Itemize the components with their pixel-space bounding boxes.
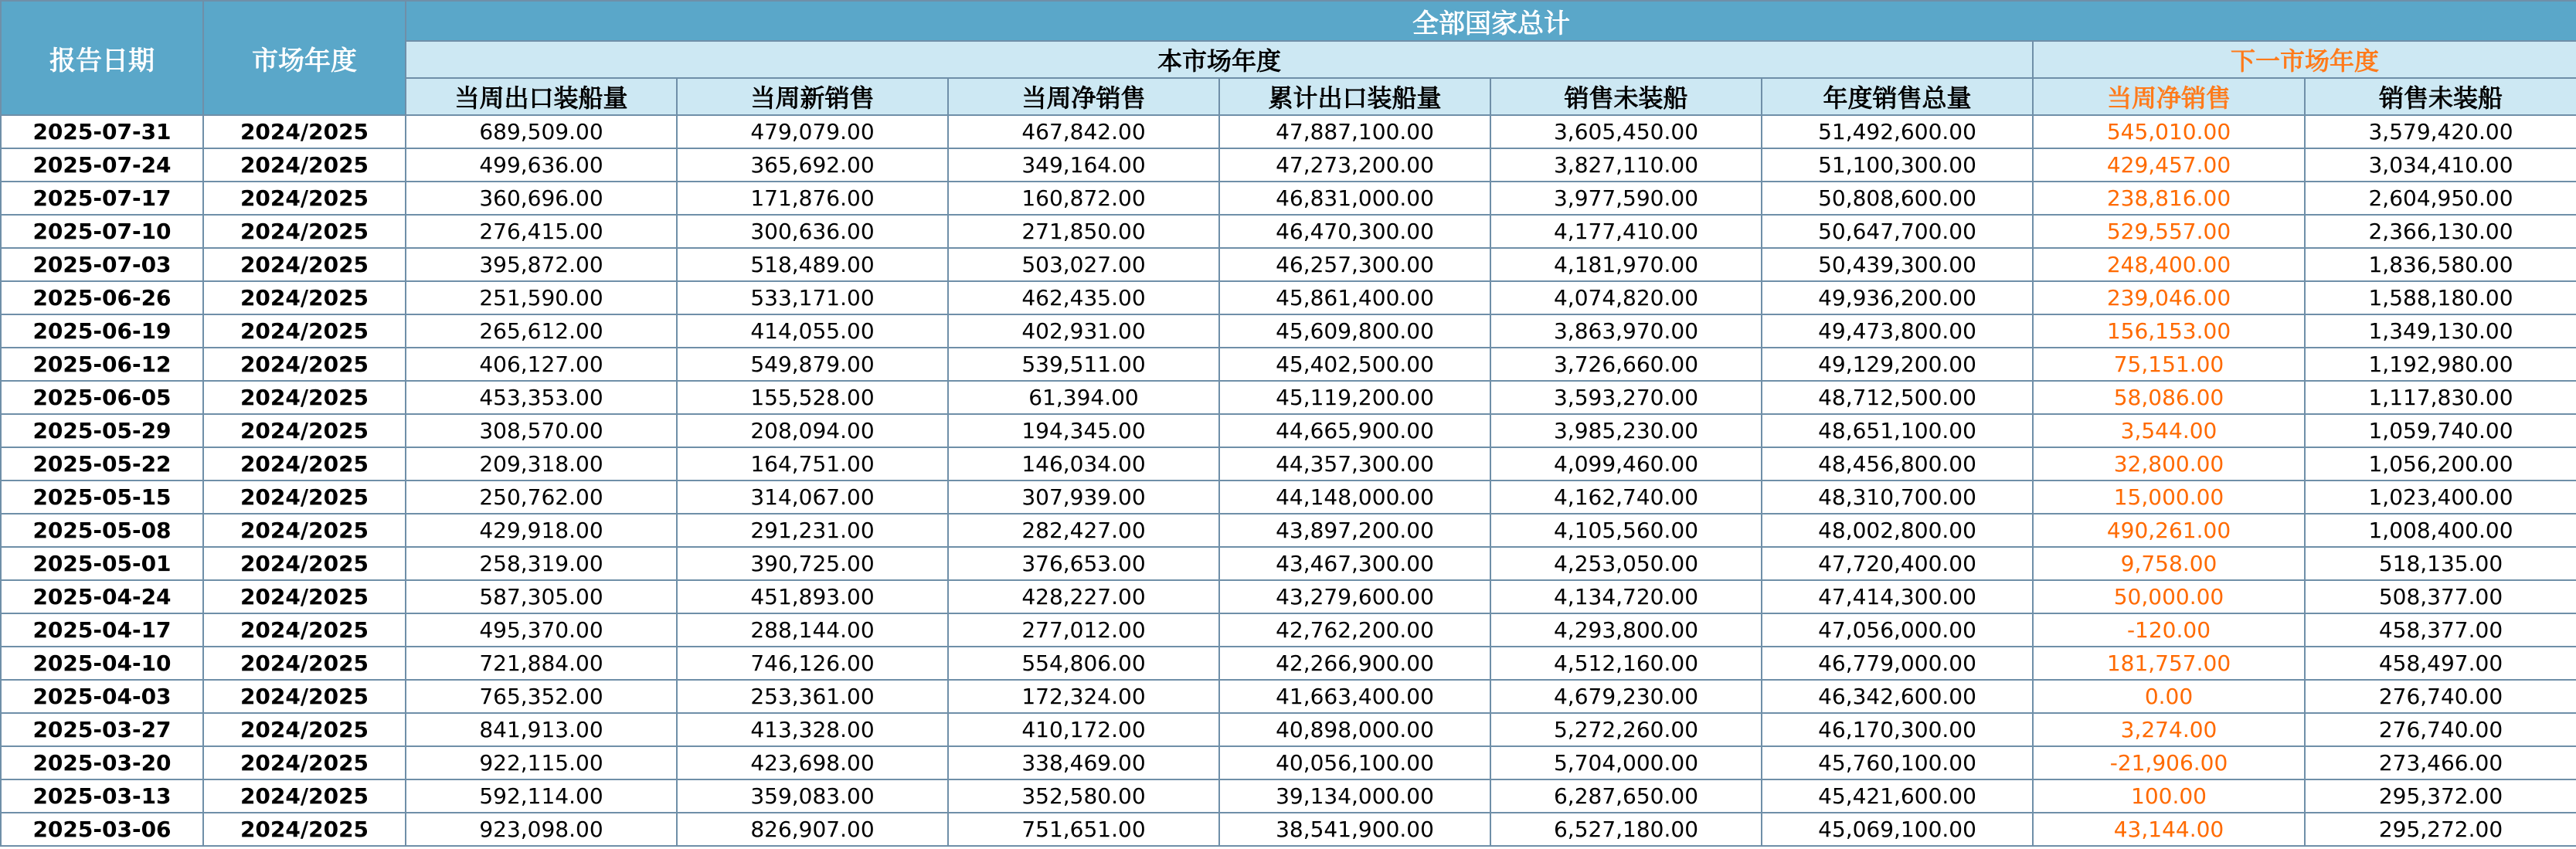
cell-weekly-exports[interactable]: 689,509.00	[406, 115, 677, 148]
table-row	[1, 414, 2576, 447]
cell-cumulative-exports[interactable]: 44,665,900.00	[1219, 414, 1490, 447]
cell-weekly-net-sales[interactable]: 160,872.00	[948, 182, 1219, 215]
cell-cumulative-exports[interactable]: 44,148,000.00	[1219, 481, 1490, 514]
cell-cumulative-exports[interactable]: 45,402,500.00	[1219, 348, 1490, 381]
cell-cumulative-exports[interactable]: 43,467,300.00	[1219, 547, 1490, 580]
cell-weekly-exports[interactable]: 587,305.00	[406, 580, 677, 613]
cell-next-weekly-net-sales[interactable]: 490,261.00	[2033, 514, 2305, 547]
cell-total-commitments[interactable]: 50,439,300.00	[1762, 248, 2033, 281]
cell-report-date[interactable]: 2025-05-08	[1, 514, 203, 547]
cell-next-weekly-net-sales[interactable]: 15,000.00	[2033, 481, 2305, 514]
cell-outstanding-sales[interactable]: 4,162,740.00	[1490, 481, 1762, 514]
cell-next-outstanding-sales[interactable]: 518,135.00	[2305, 547, 2576, 580]
cell-report-date[interactable]: 2025-06-19	[1, 314, 203, 348]
cell-market-year[interactable]: 2024/2025	[203, 148, 406, 182]
cell-market-year[interactable]: 2024/2025	[203, 813, 406, 846]
cell-outstanding-sales[interactable]: 4,105,560.00	[1490, 514, 1762, 547]
cell-outstanding-sales[interactable]: 4,177,410.00	[1490, 215, 1762, 248]
cell-total-commitments[interactable]: 49,473,800.00	[1762, 314, 2033, 348]
cell-next-outstanding-sales[interactable]: 1,117,830.00	[2305, 381, 2576, 414]
cell-weekly-new-sales[interactable]: 549,879.00	[677, 348, 948, 381]
table-row	[1, 248, 2576, 281]
table-row	[1, 813, 2576, 846]
cell-next-weekly-net-sales[interactable]: 3,544.00	[2033, 414, 2305, 447]
cell-report-date[interactable]: 2025-04-17	[1, 613, 203, 647]
cell-next-outstanding-sales[interactable]: 458,377.00	[2305, 613, 2576, 647]
header-cumulative-exports[interactable]: 累计出口装船量	[1219, 78, 1490, 115]
cell-report-date[interactable]: 2025-05-22	[1, 447, 203, 481]
cell-market-year[interactable]: 2024/2025	[203, 481, 406, 514]
header-report-date[interactable]: 报告日期	[1, 1, 203, 115]
cell-weekly-new-sales[interactable]: 365,692.00	[677, 148, 948, 182]
cell-next-outstanding-sales[interactable]: 1,349,130.00	[2305, 314, 2576, 348]
cell-weekly-net-sales[interactable]: 349,164.00	[948, 148, 1219, 182]
cell-outstanding-sales[interactable]: 3,977,590.00	[1490, 182, 1762, 215]
cell-weekly-net-sales[interactable]: 376,653.00	[948, 547, 1219, 580]
header-weekly-new-sales[interactable]: 当周新销售	[677, 78, 948, 115]
cell-weekly-exports[interactable]: 209,318.00	[406, 447, 677, 481]
cell-outstanding-sales[interactable]: 4,512,160.00	[1490, 647, 1762, 680]
header-next-market-year[interactable]: 下一市场年度	[2033, 41, 2576, 78]
cell-weekly-exports[interactable]: 265,612.00	[406, 314, 677, 348]
cell-next-outstanding-sales[interactable]: 1,588,180.00	[2305, 281, 2576, 314]
cell-total-commitments[interactable]: 49,129,200.00	[1762, 348, 2033, 381]
header-next-outstanding-sales[interactable]: 销售未装船	[2305, 78, 2576, 115]
cell-next-weekly-net-sales[interactable]: 100.00	[2033, 779, 2305, 813]
cell-weekly-exports[interactable]: 495,370.00	[406, 613, 677, 647]
cell-report-date[interactable]: 2025-05-29	[1, 414, 203, 447]
cell-outstanding-sales[interactable]: 4,074,820.00	[1490, 281, 1762, 314]
cell-cumulative-exports[interactable]: 38,541,900.00	[1219, 813, 1490, 846]
cell-weekly-exports[interactable]: 360,696.00	[406, 182, 677, 215]
cell-total-commitments[interactable]: 51,492,600.00	[1762, 115, 2033, 148]
cell-market-year[interactable]: 2024/2025	[203, 281, 406, 314]
cell-total-commitments[interactable]: 46,170,300.00	[1762, 713, 2033, 746]
cell-weekly-new-sales[interactable]: 171,876.00	[677, 182, 948, 215]
cell-cumulative-exports[interactable]: 46,257,300.00	[1219, 248, 1490, 281]
cell-weekly-new-sales[interactable]: 359,083.00	[677, 779, 948, 813]
table-row	[1, 115, 2576, 148]
cell-total-commitments[interactable]: 46,779,000.00	[1762, 647, 2033, 680]
table-row	[1, 148, 2576, 182]
cell-weekly-net-sales[interactable]: 539,511.00	[948, 348, 1219, 381]
cell-outstanding-sales[interactable]: 6,287,650.00	[1490, 779, 1762, 813]
cell-report-date[interactable]: 2025-07-31	[1, 115, 203, 148]
cell-outstanding-sales[interactable]: 4,181,970.00	[1490, 248, 1762, 281]
cell-weekly-exports[interactable]: 250,762.00	[406, 481, 677, 514]
cell-weekly-new-sales[interactable]: 826,907.00	[677, 813, 948, 846]
cell-outstanding-sales[interactable]: 3,605,450.00	[1490, 115, 1762, 148]
cell-weekly-new-sales[interactable]: 479,079.00	[677, 115, 948, 148]
cell-market-year[interactable]: 2024/2025	[203, 414, 406, 447]
table-row	[1, 447, 2576, 481]
table-row	[1, 348, 2576, 381]
cell-next-weekly-net-sales[interactable]: 0.00	[2033, 680, 2305, 713]
cell-next-weekly-net-sales[interactable]: 238,816.00	[2033, 182, 2305, 215]
cell-weekly-new-sales[interactable]: 208,094.00	[677, 414, 948, 447]
cell-weekly-exports[interactable]: 922,115.00	[406, 746, 677, 779]
cell-cumulative-exports[interactable]: 46,470,300.00	[1219, 215, 1490, 248]
cell-cumulative-exports[interactable]: 39,134,000.00	[1219, 779, 1490, 813]
cell-outstanding-sales[interactable]: 5,704,000.00	[1490, 746, 1762, 779]
cell-total-commitments[interactable]: 45,421,600.00	[1762, 779, 2033, 813]
table-row	[1, 647, 2576, 680]
cell-report-date[interactable]: 2025-03-27	[1, 713, 203, 746]
cell-weekly-new-sales[interactable]: 253,361.00	[677, 680, 948, 713]
cell-cumulative-exports[interactable]: 45,861,400.00	[1219, 281, 1490, 314]
cell-weekly-exports[interactable]: 841,913.00	[406, 713, 677, 746]
cell-outstanding-sales[interactable]: 4,253,050.00	[1490, 547, 1762, 580]
cell-weekly-net-sales[interactable]: 61,394.00	[948, 381, 1219, 414]
cell-cumulative-exports[interactable]: 41,663,400.00	[1219, 680, 1490, 713]
cell-outstanding-sales[interactable]: 3,827,110.00	[1490, 148, 1762, 182]
cell-total-commitments[interactable]: 45,069,100.00	[1762, 813, 2033, 846]
cell-next-weekly-net-sales[interactable]: 156,153.00	[2033, 314, 2305, 348]
table-row	[1, 281, 2576, 314]
cell-market-year[interactable]: 2024/2025	[203, 381, 406, 414]
cell-market-year[interactable]: 2024/2025	[203, 647, 406, 680]
cell-next-outstanding-sales[interactable]: 1,008,400.00	[2305, 514, 2576, 547]
cell-weekly-net-sales[interactable]: 307,939.00	[948, 481, 1219, 514]
cell-total-commitments[interactable]: 48,712,500.00	[1762, 381, 2033, 414]
cell-market-year[interactable]: 2024/2025	[203, 746, 406, 779]
cell-market-year[interactable]: 2024/2025	[203, 115, 406, 148]
cell-report-date[interactable]: 2025-03-13	[1, 779, 203, 813]
cell-weekly-exports[interactable]: 251,590.00	[406, 281, 677, 314]
cell-next-outstanding-sales[interactable]: 2,366,130.00	[2305, 215, 2576, 248]
cell-market-year[interactable]: 2024/2025	[203, 182, 406, 215]
cell-next-weekly-net-sales[interactable]: 429,457.00	[2033, 148, 2305, 182]
table-row	[1, 381, 2576, 414]
cell-next-outstanding-sales[interactable]: 276,740.00	[2305, 680, 2576, 713]
cell-next-outstanding-sales[interactable]: 1,023,400.00	[2305, 481, 2576, 514]
cell-weekly-exports[interactable]: 499,636.00	[406, 148, 677, 182]
table-row	[1, 713, 2576, 746]
cell-total-commitments[interactable]: 50,647,700.00	[1762, 215, 2033, 248]
cell-weekly-net-sales[interactable]: 462,435.00	[948, 281, 1219, 314]
cell-next-outstanding-sales[interactable]: 2,604,950.00	[2305, 182, 2576, 215]
cell-total-commitments[interactable]: 48,310,700.00	[1762, 481, 2033, 514]
cell-next-outstanding-sales[interactable]: 3,034,410.00	[2305, 148, 2576, 182]
cell-report-date[interactable]: 2025-06-12	[1, 348, 203, 381]
cell-weekly-net-sales[interactable]: 282,427.00	[948, 514, 1219, 547]
cell-next-weekly-net-sales[interactable]: 529,557.00	[2033, 215, 2305, 248]
cell-weekly-new-sales[interactable]: 300,636.00	[677, 215, 948, 248]
cell-weekly-exports[interactable]: 923,098.00	[406, 813, 677, 846]
cell-weekly-new-sales[interactable]: 291,231.00	[677, 514, 948, 547]
header-outstanding-sales[interactable]: 销售未装船	[1490, 78, 1762, 115]
table-row	[1, 314, 2576, 348]
cell-report-date[interactable]: 2025-07-03	[1, 248, 203, 281]
cell-report-date[interactable]: 2025-06-26	[1, 281, 203, 314]
header-all-countries-total[interactable]: 全部国家总计	[406, 1, 2576, 41]
cell-cumulative-exports[interactable]: 43,279,600.00	[1219, 580, 1490, 613]
cell-cumulative-exports[interactable]: 45,609,800.00	[1219, 314, 1490, 348]
cell-market-year[interactable]: 2024/2025	[203, 547, 406, 580]
cell-total-commitments[interactable]: 47,056,000.00	[1762, 613, 2033, 647]
cell-next-weekly-net-sales[interactable]: -21,906.00	[2033, 746, 2305, 779]
cell-weekly-net-sales[interactable]: 402,931.00	[948, 314, 1219, 348]
header-market-year[interactable]: 市场年度	[203, 1, 406, 115]
cell-total-commitments[interactable]: 45,760,100.00	[1762, 746, 2033, 779]
header-current-market-year[interactable]: 本市场年度	[406, 41, 2033, 78]
cell-report-date[interactable]: 2025-07-17	[1, 182, 203, 215]
cell-cumulative-exports[interactable]: 44,357,300.00	[1219, 447, 1490, 481]
cell-weekly-net-sales[interactable]: 751,651.00	[948, 813, 1219, 846]
cell-report-date[interactable]: 2025-03-06	[1, 813, 203, 846]
cell-next-outstanding-sales[interactable]: 1,056,200.00	[2305, 447, 2576, 481]
cell-weekly-new-sales[interactable]: 414,055.00	[677, 314, 948, 348]
cell-next-weekly-net-sales[interactable]: 9,758.00	[2033, 547, 2305, 580]
cell-report-date[interactable]: 2025-06-05	[1, 381, 203, 414]
cell-outstanding-sales[interactable]: 5,272,260.00	[1490, 713, 1762, 746]
cell-next-weekly-net-sales[interactable]: 32,800.00	[2033, 447, 2305, 481]
cell-weekly-new-sales[interactable]: 533,171.00	[677, 281, 948, 314]
cell-next-outstanding-sales[interactable]: 295,272.00	[2305, 813, 2576, 846]
cell-total-commitments[interactable]: 50,808,600.00	[1762, 182, 2033, 215]
cell-weekly-net-sales[interactable]: 467,842.00	[948, 115, 1219, 148]
cell-market-year[interactable]: 2024/2025	[203, 215, 406, 248]
cell-total-commitments[interactable]: 46,342,600.00	[1762, 680, 2033, 713]
cell-market-year[interactable]: 2024/2025	[203, 314, 406, 348]
cell-next-outstanding-sales[interactable]: 295,372.00	[2305, 779, 2576, 813]
cell-market-year[interactable]: 2024/2025	[203, 580, 406, 613]
table-row	[1, 779, 2576, 813]
cell-next-outstanding-sales[interactable]: 3,579,420.00	[2305, 115, 2576, 148]
cell-next-weekly-net-sales[interactable]: 50,000.00	[2033, 580, 2305, 613]
cell-weekly-exports[interactable]: 276,415.00	[406, 215, 677, 248]
table-body	[1, 115, 2576, 846]
cell-cumulative-exports[interactable]: 42,762,200.00	[1219, 613, 1490, 647]
cell-next-outstanding-sales[interactable]: 458,497.00	[2305, 647, 2576, 680]
cell-outstanding-sales[interactable]: 6,527,180.00	[1490, 813, 1762, 846]
cell-cumulative-exports[interactable]: 42,266,900.00	[1219, 647, 1490, 680]
table-row	[1, 680, 2576, 713]
cell-next-outstanding-sales[interactable]: 273,466.00	[2305, 746, 2576, 779]
table-row	[1, 215, 2576, 248]
cell-market-year[interactable]: 2024/2025	[203, 447, 406, 481]
cell-outstanding-sales[interactable]: 3,985,230.00	[1490, 414, 1762, 447]
cell-report-date[interactable]: 2025-04-10	[1, 647, 203, 680]
cell-weekly-exports[interactable]: 308,570.00	[406, 414, 677, 447]
header-total-commitments[interactable]: 年度销售总量	[1762, 78, 2033, 115]
cell-next-weekly-net-sales[interactable]: 545,010.00	[2033, 115, 2305, 148]
cell-weekly-net-sales[interactable]: 410,172.00	[948, 713, 1219, 746]
cell-weekly-net-sales[interactable]: 338,469.00	[948, 746, 1219, 779]
cell-next-weekly-net-sales[interactable]: 43,144.00	[2033, 813, 2305, 846]
cell-report-date[interactable]: 2025-04-03	[1, 680, 203, 713]
table-row	[1, 746, 2576, 779]
cell-next-outstanding-sales[interactable]: 1,192,980.00	[2305, 348, 2576, 381]
cell-report-date[interactable]: 2025-05-01	[1, 547, 203, 580]
table-row	[1, 481, 2576, 514]
cell-outstanding-sales[interactable]: 3,593,270.00	[1490, 381, 1762, 414]
cell-outstanding-sales[interactable]: 3,863,970.00	[1490, 314, 1762, 348]
cell-outstanding-sales[interactable]: 4,293,800.00	[1490, 613, 1762, 647]
cell-cumulative-exports[interactable]: 47,887,100.00	[1219, 115, 1490, 148]
cell-total-commitments[interactable]: 48,002,800.00	[1762, 514, 2033, 547]
table-row	[1, 547, 2576, 580]
cell-cumulative-exports[interactable]: 46,831,000.00	[1219, 182, 1490, 215]
table-row	[1, 182, 2576, 215]
cell-weekly-exports[interactable]: 258,319.00	[406, 547, 677, 580]
cell-report-date[interactable]: 2025-03-20	[1, 746, 203, 779]
cell-next-outstanding-sales[interactable]: 276,740.00	[2305, 713, 2576, 746]
cell-weekly-new-sales[interactable]: 164,751.00	[677, 447, 948, 481]
cell-weekly-new-sales[interactable]: 390,725.00	[677, 547, 948, 580]
table-row	[1, 514, 2576, 547]
cell-next-weekly-net-sales[interactable]: -120.00	[2033, 613, 2305, 647]
cell-next-weekly-net-sales[interactable]: 239,046.00	[2033, 281, 2305, 314]
cell-outstanding-sales[interactable]: 4,099,460.00	[1490, 447, 1762, 481]
table-row	[1, 580, 2576, 613]
cell-total-commitments[interactable]: 49,936,200.00	[1762, 281, 2033, 314]
header-next-weekly-net-sales[interactable]: 当周净销售	[2033, 78, 2305, 115]
cell-weekly-exports[interactable]: 395,872.00	[406, 248, 677, 281]
cell-next-outstanding-sales[interactable]: 1,836,580.00	[2305, 248, 2576, 281]
cell-outstanding-sales[interactable]: 4,134,720.00	[1490, 580, 1762, 613]
cell-market-year[interactable]: 2024/2025	[203, 779, 406, 813]
cell-weekly-net-sales[interactable]: 554,806.00	[948, 647, 1219, 680]
cell-weekly-new-sales[interactable]: 518,489.00	[677, 248, 948, 281]
cell-weekly-exports[interactable]: 406,127.00	[406, 348, 677, 381]
cell-weekly-net-sales[interactable]: 194,345.00	[948, 414, 1219, 447]
cell-next-weekly-net-sales[interactable]: 75,151.00	[2033, 348, 2305, 381]
cell-weekly-net-sales[interactable]: 428,227.00	[948, 580, 1219, 613]
cell-weekly-new-sales[interactable]: 155,528.00	[677, 381, 948, 414]
cell-total-commitments[interactable]: 47,414,300.00	[1762, 580, 2033, 613]
cell-next-outstanding-sales[interactable]: 508,377.00	[2305, 580, 2576, 613]
cell-report-date[interactable]: 2025-04-24	[1, 580, 203, 613]
cell-report-date[interactable]: 2025-07-24	[1, 148, 203, 182]
cell-next-weekly-net-sales[interactable]: 58,086.00	[2033, 381, 2305, 414]
cell-report-date[interactable]: 2025-07-10	[1, 215, 203, 248]
cell-total-commitments[interactable]: 48,651,100.00	[1762, 414, 2033, 447]
cell-weekly-exports[interactable]: 453,353.00	[406, 381, 677, 414]
cell-market-year[interactable]: 2024/2025	[203, 348, 406, 381]
cell-weekly-net-sales[interactable]: 352,580.00	[948, 779, 1219, 813]
cell-cumulative-exports[interactable]: 47,273,200.00	[1219, 148, 1490, 182]
cell-weekly-exports[interactable]: 765,352.00	[406, 680, 677, 713]
cell-outstanding-sales[interactable]: 4,679,230.00	[1490, 680, 1762, 713]
cell-weekly-net-sales[interactable]: 503,027.00	[948, 248, 1219, 281]
cell-weekly-net-sales[interactable]: 271,850.00	[948, 215, 1219, 248]
cell-next-weekly-net-sales[interactable]: 181,757.00	[2033, 647, 2305, 680]
cell-next-weekly-net-sales[interactable]: 3,274.00	[2033, 713, 2305, 746]
cell-market-year[interactable]: 2024/2025	[203, 613, 406, 647]
cell-market-year[interactable]: 2024/2025	[203, 680, 406, 713]
cell-cumulative-exports[interactable]: 43,897,200.00	[1219, 514, 1490, 547]
cell-next-outstanding-sales[interactable]: 1,059,740.00	[2305, 414, 2576, 447]
cell-cumulative-exports[interactable]: 40,056,100.00	[1219, 746, 1490, 779]
cell-next-weekly-net-sales[interactable]: 248,400.00	[2033, 248, 2305, 281]
cell-market-year[interactable]: 2024/2025	[203, 248, 406, 281]
cell-total-commitments[interactable]: 47,720,400.00	[1762, 547, 2033, 580]
cell-weekly-exports[interactable]: 592,114.00	[406, 779, 677, 813]
cell-total-commitments[interactable]: 51,100,300.00	[1762, 148, 2033, 182]
cell-market-year[interactable]: 2024/2025	[203, 514, 406, 547]
cell-weekly-new-sales[interactable]: 413,328.00	[677, 713, 948, 746]
cell-weekly-new-sales[interactable]: 451,893.00	[677, 580, 948, 613]
header-weekly-exports[interactable]: 当周出口装船量	[406, 78, 677, 115]
cell-outstanding-sales[interactable]: 3,726,660.00	[1490, 348, 1762, 381]
cell-total-commitments[interactable]: 48,456,800.00	[1762, 447, 2033, 481]
cell-market-year[interactable]: 2024/2025	[203, 713, 406, 746]
header-weekly-net-sales[interactable]: 当周净销售	[948, 78, 1219, 115]
cell-weekly-exports[interactable]: 721,884.00	[406, 647, 677, 680]
cell-cumulative-exports[interactable]: 40,898,000.00	[1219, 713, 1490, 746]
cell-weekly-new-sales[interactable]: 314,067.00	[677, 481, 948, 514]
cell-report-date[interactable]: 2025-05-15	[1, 481, 203, 514]
cell-cumulative-exports[interactable]: 45,119,200.00	[1219, 381, 1490, 414]
cell-weekly-exports[interactable]: 429,918.00	[406, 514, 677, 547]
cell-weekly-new-sales[interactable]: 423,698.00	[677, 746, 948, 779]
table-row	[1, 613, 2576, 647]
cell-weekly-new-sales[interactable]: 746,126.00	[677, 647, 948, 680]
cell-weekly-net-sales[interactable]: 277,012.00	[948, 613, 1219, 647]
cell-weekly-net-sales[interactable]: 172,324.00	[948, 680, 1219, 713]
cell-weekly-net-sales[interactable]: 146,034.00	[948, 447, 1219, 481]
cell-weekly-new-sales[interactable]: 288,144.00	[677, 613, 948, 647]
